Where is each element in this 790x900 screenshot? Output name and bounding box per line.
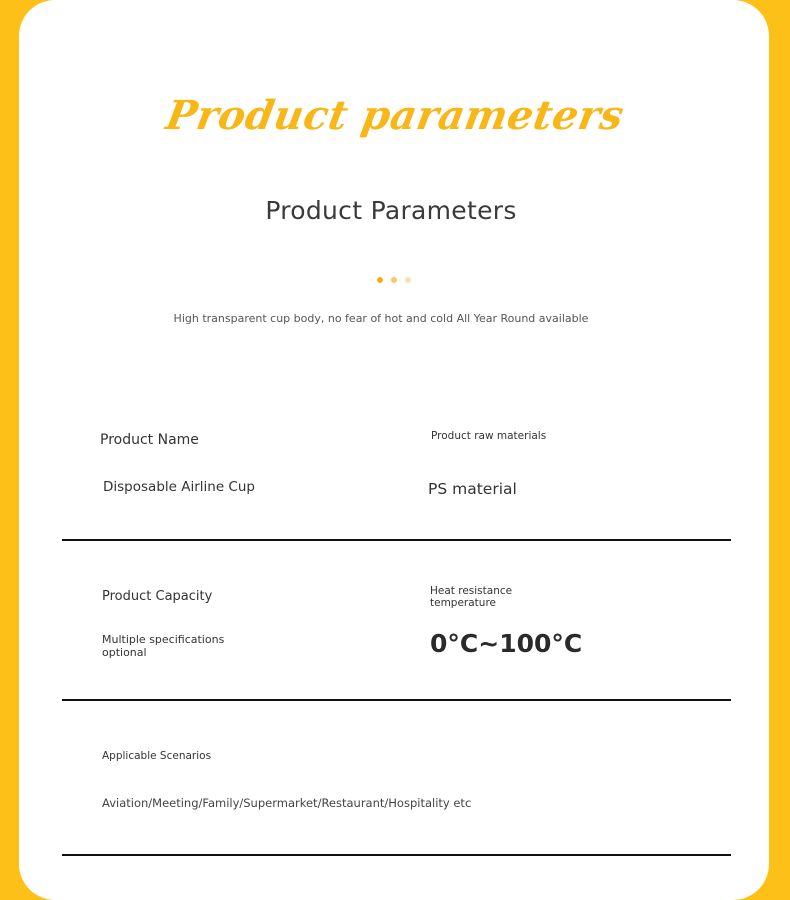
capacity-value: Multiple specifications optional (102, 633, 225, 659)
heat-resistance-label: Heat resistance temperature (430, 585, 513, 609)
subtitle: High transparent cup body, no fear of hot and cold All Year Round available (173, 312, 589, 325)
divider-1 (62, 539, 731, 541)
divider-2 (62, 699, 731, 701)
scenarios-value: Aviation/Meeting/Family/Supermarket/Restaurant/Hospitality etc (102, 796, 472, 810)
dot-3 (405, 277, 411, 283)
capacity-label: Product Capacity (102, 589, 213, 604)
page-title: Product Parameters (265, 196, 517, 225)
dot-1 (377, 277, 383, 283)
dot-2 (391, 277, 397, 283)
heat-resistance-value: 0°C~100°C (430, 629, 583, 658)
product-name-label: Product Name (100, 432, 199, 448)
raw-materials-label: Product raw materials (431, 430, 547, 442)
script-heading: Product parameters (162, 92, 628, 139)
scenarios-label: Applicable Scenarios (102, 750, 212, 762)
raw-materials-value: PS material (428, 480, 517, 498)
product-name-value: Disposable Airline Cup (103, 479, 255, 495)
divider-3 (62, 854, 731, 856)
